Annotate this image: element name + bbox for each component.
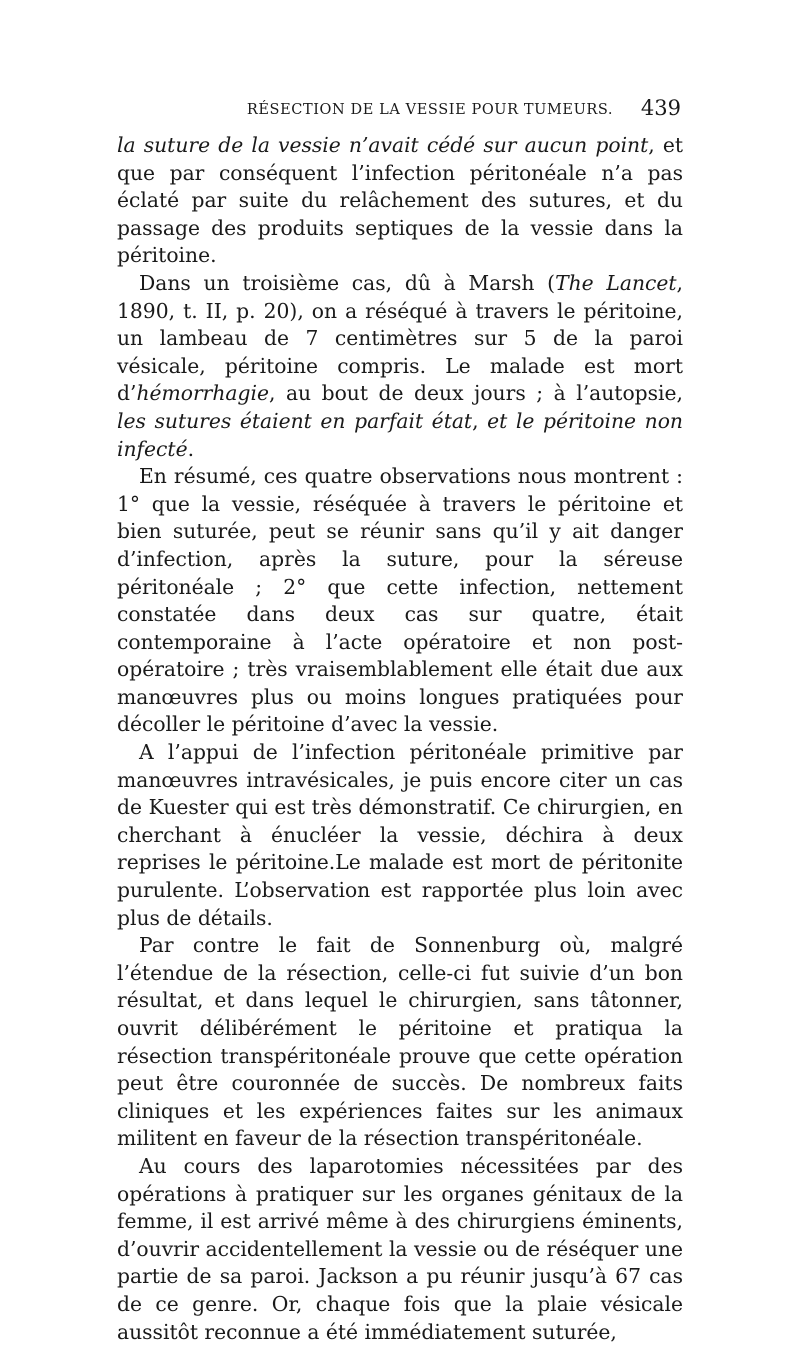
book-page [117,96,683,1346]
paragraph-6 [117,1153,683,1346]
body-text [117,132,683,1346]
paragraph-1-text-1: , et que par conséquent l’infection péritonéale n’a pas éclaté par suite du relâchement des sutures, et du passage des produits septiques de la vessie dans la péritoine. [117,133,683,268]
paragraph-5-text: Par contre le fait de Sonnenburg où, malgré l’étendue de la résection, celle-ci fut suivie d’un bon résultat, et dans lequel le chirurgien, sans tâtonner, ouvrit délibérément le péritoine et pratiqua la résection transpéritonéale prouve que cette opération peut être couronnée de succès. De nombreux faits cliniques et les expériences faites sur les animaux militent en faveur de la résection transpéritonéale. [117,933,683,1151]
paragraph-4 [117,739,683,932]
paragraph-2 [117,270,683,463]
paragraph-5 [117,932,683,1153]
paragraph-2-italic-sutures: les sutures étaient en parfait état [117,408,473,433]
paragraph-6-text: Au cours des laparotomies nécessitées par des opérations à pratiquer sur les organes génitaux de la femme, il est arrivé même à des chirurgiens éminents, d’ouvrir accidentellement la vessie ou de réséquer une partie de sa paroi. Jackson a pu réunir jusqu’à 67 cas de ce genre. Or, chaque fois que la plaie vésicale aussitôt reconnue a été immédiatement suturée, [117,1153,683,1344]
paragraph-1 [117,132,683,270]
paragraph-1-italic-1: la suture de la vessie n’avait cédé sur aucun point [117,133,649,157]
running-title: RÉSECTION DE LA VESSIE POUR TUMEURS. [246,102,614,118]
paragraph-2-italic-hemorrhagie: hémorrhagie [136,381,269,406]
paragraph-4-text: A l’appui de l’infection péritonéale primitive par manœuvres intravésicales, je puis encore citer un cas de Kuester qui est très démonstratif. Ce chirurgien, en cherchant à énucléer la vessie, déchira à deux reprises le péritoine.Le malade est mort de péritonite purulente. L’observation est rapportée plus loin avec plus de détails. [117,740,683,930]
running-head [117,96,683,132]
paragraph-2-journal-title: The Lancet [555,270,677,295]
page-number: 439 [640,96,681,120]
paragraph-2-italic-peritoine: et le péritoine non infecté [117,408,683,461]
paragraph-2-text-1: Dans un troisième cas, dû à Marsh ( [139,270,556,295]
paragraph-3 [117,463,683,739]
paragraph-2-text-4: , [472,408,488,433]
paragraph-2-text-5: . [187,436,195,461]
paragraph-2-text-3: , au bout de deux jours ; à l’autopsie, [268,381,683,406]
paragraph-3-text: En résumé, ces quatre observations nous montrent : 1° que la vessie, réséquée à travers le péritoine et bien suturée, peut se réunir sans qu’il y ait danger d’infection, après la suture, pour la séreuse péritonéale ; 2° que cette infection, nettement constatée dans deux cas sur quatre, était contemporaine à l’acte opératoire et non post-opératoire ; très vraisemblablement elle était due aux manœuvres plus ou moins longues pratiquées pour décoller le péritoine d’avec la vessie. [117,464,683,737]
paragraph-2-text-2: , 1890, t. II, p. 20), on a réséqué à travers le péritoine, un lambeau de 7 centimètres sur 5 de la paroi vésicale, péritoine compris. Le malade est mort d’ [117,270,683,406]
